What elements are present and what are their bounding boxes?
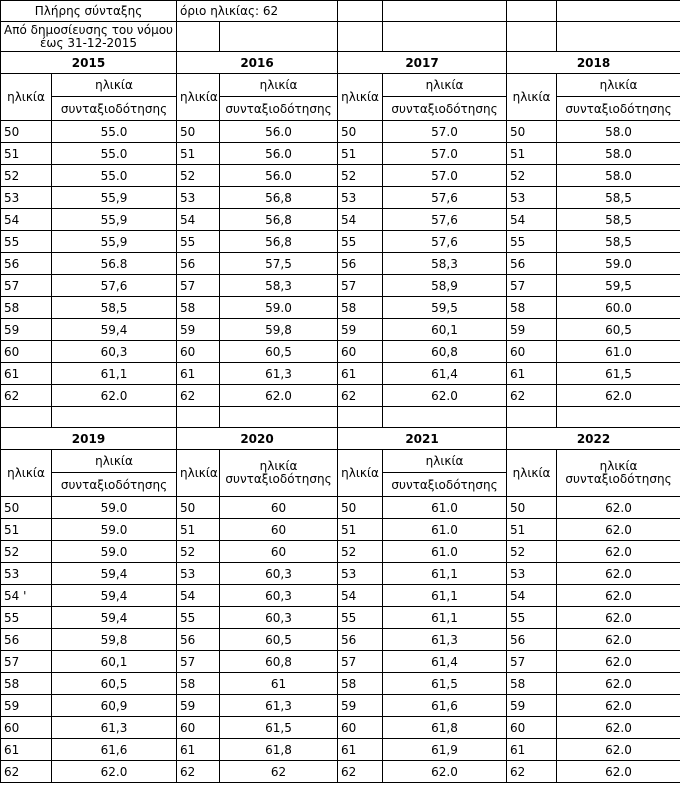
year-header: 2021 (338, 428, 507, 450)
pension-age-header-top: ηλικία (383, 450, 507, 473)
pension-age-cell: 62.0 (383, 385, 507, 407)
age-cell: 50 (507, 497, 557, 519)
age-cell: 52 (338, 165, 383, 187)
year-header-row (1, 428, 680, 450)
pension-age-cell: 62.0 (557, 761, 680, 783)
age-cell: 55 (507, 607, 557, 629)
table-row (1, 761, 680, 783)
pension-age-cell: 58,3 (383, 253, 507, 275)
age-cell: 58 (177, 297, 220, 319)
pension-age-cell: 61,6 (52, 739, 177, 761)
age-cell: 55 (1, 607, 52, 629)
age-cell: 54 ' (1, 585, 52, 607)
age-cell: 58 (1, 673, 52, 695)
pension-age-header: ηλικία συνταξιοδότησης (557, 450, 680, 497)
pension-age-cell: 56.0 (220, 165, 338, 187)
age-cell: 60 (1, 717, 52, 739)
pension-age-cell: 61,1 (383, 607, 507, 629)
year-header: 2015 (1, 52, 177, 74)
age-cell: 55 (177, 607, 220, 629)
pension-age-cell: 62 (220, 761, 338, 783)
column-header-row (1, 74, 680, 97)
pension-age-cell: 61,4 (383, 651, 507, 673)
age-cell: 56 (1, 629, 52, 651)
pension-age-header-top: ηλικία (557, 74, 680, 97)
pension-age-cell: 61,8 (383, 717, 507, 739)
pension-age-cell: 59.0 (557, 253, 680, 275)
age-cell: 56 (177, 253, 220, 275)
pension-age-cell: 60 (220, 541, 338, 563)
pension-age-cell: 56.0 (220, 121, 338, 143)
table-row (1, 209, 680, 231)
age-cell: 56 (507, 629, 557, 651)
pension-age-cell: 60,5 (557, 319, 680, 341)
age-cell: 58 (177, 673, 220, 695)
table-row (1, 519, 680, 541)
empty-cell (507, 407, 557, 428)
pension-age-cell: 60 (220, 519, 338, 541)
pension-age-cell: 61 (220, 673, 338, 695)
pension-age-cell: 58,5 (557, 187, 680, 209)
pension-age-cell: 59,4 (52, 563, 177, 585)
empty-cell (507, 22, 557, 52)
pension-age-cell: 61,5 (557, 363, 680, 385)
empty-cell (338, 22, 383, 52)
pension-age-cell: 60,5 (52, 673, 177, 695)
pension-age-cell: 58,9 (383, 275, 507, 297)
pension-age-header-top: ηλικία (52, 450, 177, 473)
age-cell: 54 (177, 585, 220, 607)
age-cell: 61 (177, 363, 220, 385)
table-row (1, 275, 680, 297)
pension-age-cell: 57,5 (220, 253, 338, 275)
age-cell: 60 (338, 717, 383, 739)
column-header-row (1, 450, 680, 473)
empty-cell (507, 1, 557, 22)
pension-age-cell: 61,1 (52, 363, 177, 385)
age-cell: 51 (338, 519, 383, 541)
pension-age-cell: 56.8 (52, 253, 177, 275)
age-cell: 59 (338, 695, 383, 717)
pension-age-cell: 59,4 (52, 319, 177, 341)
empty-cell (220, 407, 338, 428)
age-cell: 54 (177, 209, 220, 231)
table-row (1, 563, 680, 585)
table-row (1, 187, 680, 209)
age-cell: 54 (338, 585, 383, 607)
pension-age-cell: 57,6 (52, 275, 177, 297)
pension-age-cell: 61,5 (220, 717, 338, 739)
age-cell: 59 (338, 319, 383, 341)
pension-age-cell: 58,5 (52, 297, 177, 319)
age-cell: 51 (1, 143, 52, 165)
year-header: 2017 (338, 52, 507, 74)
table-row (1, 695, 680, 717)
pension-age-cell: 58,5 (557, 209, 680, 231)
age-cell: 60 (177, 717, 220, 739)
age-cell: 59 (1, 319, 52, 341)
empty-cell (338, 1, 383, 22)
age-cell: 58 (338, 673, 383, 695)
age-cell: 51 (1, 519, 52, 541)
pension-age-cell: 60,8 (383, 341, 507, 363)
table-body (1, 1, 680, 783)
pension-age-cell: 56.0 (220, 143, 338, 165)
pension-age-cell: 56,8 (220, 209, 338, 231)
pension-age-cell: 58.0 (557, 121, 680, 143)
pension-age-cell: 57,6 (383, 231, 507, 253)
age-limit-cell: όριο ηλικίας: 62 (177, 1, 338, 22)
year-header: 2019 (1, 428, 177, 450)
age-cell: 55 (1, 231, 52, 253)
empty-cell (383, 22, 507, 52)
empty-cell (557, 407, 680, 428)
pension-age-cell: 62.0 (220, 385, 338, 407)
age-header: ηλικία (338, 450, 383, 497)
age-cell: 52 (338, 541, 383, 563)
empty-cell (557, 1, 680, 22)
pension-age-cell: 62.0 (557, 497, 680, 519)
pension-age-cell: 60,1 (383, 319, 507, 341)
pension-age-header-bottom: συνταξιοδότησης (557, 97, 680, 121)
table-row (1, 253, 680, 275)
pension-age-cell: 61,9 (383, 739, 507, 761)
age-header: ηλικία (177, 450, 220, 497)
age-cell: 61 (1, 363, 52, 385)
age-cell: 52 (177, 541, 220, 563)
pension-age-cell: 60,1 (52, 651, 177, 673)
age-header: ηλικία (1, 74, 52, 121)
pension-age-cell: 60 (220, 497, 338, 519)
age-cell: 52 (507, 165, 557, 187)
title-row (1, 1, 680, 22)
pension-age-cell: 62.0 (557, 695, 680, 717)
pension-age-cell: 59,8 (52, 629, 177, 651)
pension-age-cell: 61,3 (383, 629, 507, 651)
age-cell: 50 (1, 497, 52, 519)
age-cell: 62 (507, 761, 557, 783)
table-row (1, 497, 680, 519)
age-cell: 54 (1, 209, 52, 231)
age-cell: 58 (338, 297, 383, 319)
pension-age-cell: 57,6 (383, 209, 507, 231)
pension-age-cell: 59,4 (52, 585, 177, 607)
table-row (1, 297, 680, 319)
publication-cell: Από δημοσίευσης του νόμου έως 31-12-2015 (1, 22, 177, 52)
age-cell: 50 (1, 121, 52, 143)
table-row (1, 739, 680, 761)
pension-age-cell: 60,9 (52, 695, 177, 717)
pension-age-cell: 61.0 (383, 541, 507, 563)
age-cell: 57 (1, 651, 52, 673)
pension-age-cell: 60,8 (220, 651, 338, 673)
age-cell: 56 (1, 253, 52, 275)
pension-age-cell: 62.0 (557, 585, 680, 607)
age-cell: 60 (338, 341, 383, 363)
pension-age-cell: 55.0 (52, 143, 177, 165)
table-row (1, 341, 680, 363)
age-cell: 61 (338, 739, 383, 761)
empty-cell (52, 407, 177, 428)
age-cell: 59 (507, 319, 557, 341)
age-cell: 51 (338, 143, 383, 165)
pension-age-cell: 61,4 (383, 363, 507, 385)
age-cell: 58 (1, 297, 52, 319)
pension-age-cell: 62.0 (557, 717, 680, 739)
age-cell: 62 (507, 385, 557, 407)
pension-age-cell: 61.0 (383, 497, 507, 519)
spacer-row (1, 407, 680, 428)
table-row (1, 231, 680, 253)
pension-age-cell: 60,5 (220, 629, 338, 651)
age-cell: 53 (1, 187, 52, 209)
age-cell: 53 (507, 563, 557, 585)
table-row (1, 385, 680, 407)
table-row (1, 585, 680, 607)
table-row (1, 541, 680, 563)
age-cell: 53 (338, 187, 383, 209)
pension-age-cell: 60,3 (220, 607, 338, 629)
age-cell: 59 (507, 695, 557, 717)
age-header: ηλικία (1, 450, 52, 497)
age-cell: 56 (507, 253, 557, 275)
age-cell: 60 (1, 341, 52, 363)
age-cell: 50 (507, 121, 557, 143)
pension-age-cell: 59,4 (52, 607, 177, 629)
table-row (1, 717, 680, 739)
pension-age-cell: 61,6 (383, 695, 507, 717)
pension-age-cell: 61,1 (383, 585, 507, 607)
pension-age-cell: 55,9 (52, 209, 177, 231)
pension-age-cell: 60,3 (220, 563, 338, 585)
empty-cell (220, 22, 338, 52)
age-cell: 57 (338, 275, 383, 297)
pension-age-cell: 55.0 (52, 165, 177, 187)
age-cell: 55 (507, 231, 557, 253)
pension-age-cell: 60,3 (220, 585, 338, 607)
pension-age-header: ηλικία συνταξιοδότησης (220, 450, 338, 497)
age-cell: 62 (338, 761, 383, 783)
age-cell: 61 (177, 739, 220, 761)
pension-age-cell: 62.0 (557, 651, 680, 673)
pension-age-cell: 62.0 (557, 739, 680, 761)
pension-age-cell: 61,3 (220, 363, 338, 385)
pension-age-cell: 59.0 (52, 541, 177, 563)
table-row (1, 165, 680, 187)
age-cell: 58 (507, 673, 557, 695)
pension-age-cell: 55,9 (52, 231, 177, 253)
pension-age-cell: 55,9 (52, 187, 177, 209)
age-cell: 56 (177, 629, 220, 651)
age-header: ηλικία (507, 74, 557, 121)
pension-age-cell: 62.0 (52, 385, 177, 407)
age-cell: 52 (177, 165, 220, 187)
pension-age-cell: 56,8 (220, 231, 338, 253)
pension-age-cell: 62.0 (557, 385, 680, 407)
pension-age-cell: 59,5 (383, 297, 507, 319)
age-cell: 52 (1, 541, 52, 563)
pension-age-cell: 62.0 (383, 761, 507, 783)
pension-age-cell: 62.0 (557, 629, 680, 651)
empty-cell (338, 407, 383, 428)
age-cell: 61 (507, 739, 557, 761)
age-cell: 56 (338, 629, 383, 651)
age-cell: 50 (338, 121, 383, 143)
pension-age-cell: 57.0 (383, 143, 507, 165)
age-cell: 62 (1, 385, 52, 407)
publication-row (1, 22, 680, 52)
table-row (1, 629, 680, 651)
pension-age-header-bottom: συνταξιοδότησης (52, 97, 177, 121)
pension-age-cell: 59.0 (52, 497, 177, 519)
pension-age-cell: 59,5 (557, 275, 680, 297)
table-row (1, 651, 680, 673)
pension-age-cell: 61,5 (383, 673, 507, 695)
age-header: ηλικία (177, 74, 220, 121)
pension-age-header-top: ηλικία (220, 74, 338, 97)
age-header: ηλικία (507, 450, 557, 497)
age-cell: 60 (177, 341, 220, 363)
age-cell: 61 (1, 739, 52, 761)
age-cell: 57 (1, 275, 52, 297)
age-cell: 52 (1, 165, 52, 187)
age-cell: 51 (507, 143, 557, 165)
pension-age-cell: 62.0 (557, 519, 680, 541)
table-row (1, 363, 680, 385)
age-cell: 50 (177, 121, 220, 143)
age-cell: 59 (177, 695, 220, 717)
age-cell: 62 (338, 385, 383, 407)
age-cell: 61 (338, 363, 383, 385)
table-row (1, 121, 680, 143)
pension-age-cell: 58.0 (557, 165, 680, 187)
age-cell: 53 (177, 563, 220, 585)
pension-age-cell: 57.0 (383, 121, 507, 143)
age-cell: 57 (507, 651, 557, 673)
year-header: 2020 (177, 428, 338, 450)
pension-age-cell: 59,8 (220, 319, 338, 341)
pension-age-cell: 61,3 (220, 695, 338, 717)
pension-age-cell: 62.0 (557, 541, 680, 563)
empty-cell (1, 407, 52, 428)
pension-age-cell: 61,1 (383, 563, 507, 585)
age-cell: 57 (177, 651, 220, 673)
pension-age-cell: 62.0 (557, 563, 680, 585)
age-cell: 62 (177, 385, 220, 407)
pension-age-cell: 60.0 (557, 297, 680, 319)
age-header: ηλικία (338, 74, 383, 121)
age-cell: 50 (177, 497, 220, 519)
year-header: 2018 (507, 52, 680, 74)
pension-age-cell: 59.0 (220, 297, 338, 319)
pension-age-cell: 61.0 (557, 341, 680, 363)
age-cell: 50 (338, 497, 383, 519)
pension-age-cell: 61,3 (52, 717, 177, 739)
year-header: 2016 (177, 52, 338, 74)
pension-age-cell: 58,3 (220, 275, 338, 297)
pension-age-header-bottom: συνταξιοδότησης (52, 473, 177, 497)
age-cell: 60 (507, 341, 557, 363)
age-cell: 54 (338, 209, 383, 231)
table-row (1, 607, 680, 629)
table-row (1, 673, 680, 695)
pension-age-header-bottom: συνταξιοδότησης (220, 97, 338, 121)
age-cell: 58 (507, 297, 557, 319)
table-row (1, 319, 680, 341)
age-cell: 59 (1, 695, 52, 717)
age-cell: 53 (507, 187, 557, 209)
age-cell: 62 (1, 761, 52, 783)
age-cell: 52 (507, 541, 557, 563)
pension-age-cell: 58.0 (557, 143, 680, 165)
pension-age-header-top: ηλικία (52, 74, 177, 97)
pension-age-cell: 61,8 (220, 739, 338, 761)
age-cell: 54 (507, 209, 557, 231)
pension-age-cell: 59.0 (52, 519, 177, 541)
age-cell: 53 (1, 563, 52, 585)
pension-age-cell: 58,5 (557, 231, 680, 253)
empty-cell (177, 22, 220, 52)
age-cell: 53 (338, 563, 383, 585)
year-header-row (1, 52, 680, 74)
age-cell: 57 (338, 651, 383, 673)
year-header: 2022 (507, 428, 680, 450)
table-row (1, 143, 680, 165)
age-cell: 57 (177, 275, 220, 297)
pension-age-cell: 57,6 (383, 187, 507, 209)
pension-age-header-bottom: συνταξιοδότησης (383, 97, 507, 121)
empty-cell (383, 1, 507, 22)
age-cell: 51 (177, 143, 220, 165)
pension-age-header-bottom: συνταξιοδότησης (383, 473, 507, 497)
age-cell: 56 (338, 253, 383, 275)
pension-age-cell: 61.0 (383, 519, 507, 541)
age-cell: 54 (507, 585, 557, 607)
age-cell: 55 (338, 607, 383, 629)
pension-age-cell: 60,3 (52, 341, 177, 363)
age-cell: 57 (507, 275, 557, 297)
empty-cell (557, 22, 680, 52)
age-cell: 59 (177, 319, 220, 341)
age-cell: 61 (507, 363, 557, 385)
empty-cell (177, 407, 220, 428)
pension-age-cell: 55.0 (52, 121, 177, 143)
age-cell: 62 (177, 761, 220, 783)
age-cell: 51 (507, 519, 557, 541)
age-cell: 55 (177, 231, 220, 253)
pension-age-cell: 62.0 (557, 673, 680, 695)
age-cell: 53 (177, 187, 220, 209)
age-cell: 51 (177, 519, 220, 541)
pension-age-cell: 62.0 (557, 607, 680, 629)
pension-age-cell: 57.0 (383, 165, 507, 187)
age-cell: 55 (338, 231, 383, 253)
pension-age-cell: 60,5 (220, 341, 338, 363)
empty-cell (383, 407, 507, 428)
pension-age-cell: 62.0 (52, 761, 177, 783)
pension-age-cell: 56,8 (220, 187, 338, 209)
age-cell: 60 (507, 717, 557, 739)
title-cell: Πλήρης σύνταξης (1, 1, 177, 22)
pension-age-header-top: ηλικία (383, 74, 507, 97)
